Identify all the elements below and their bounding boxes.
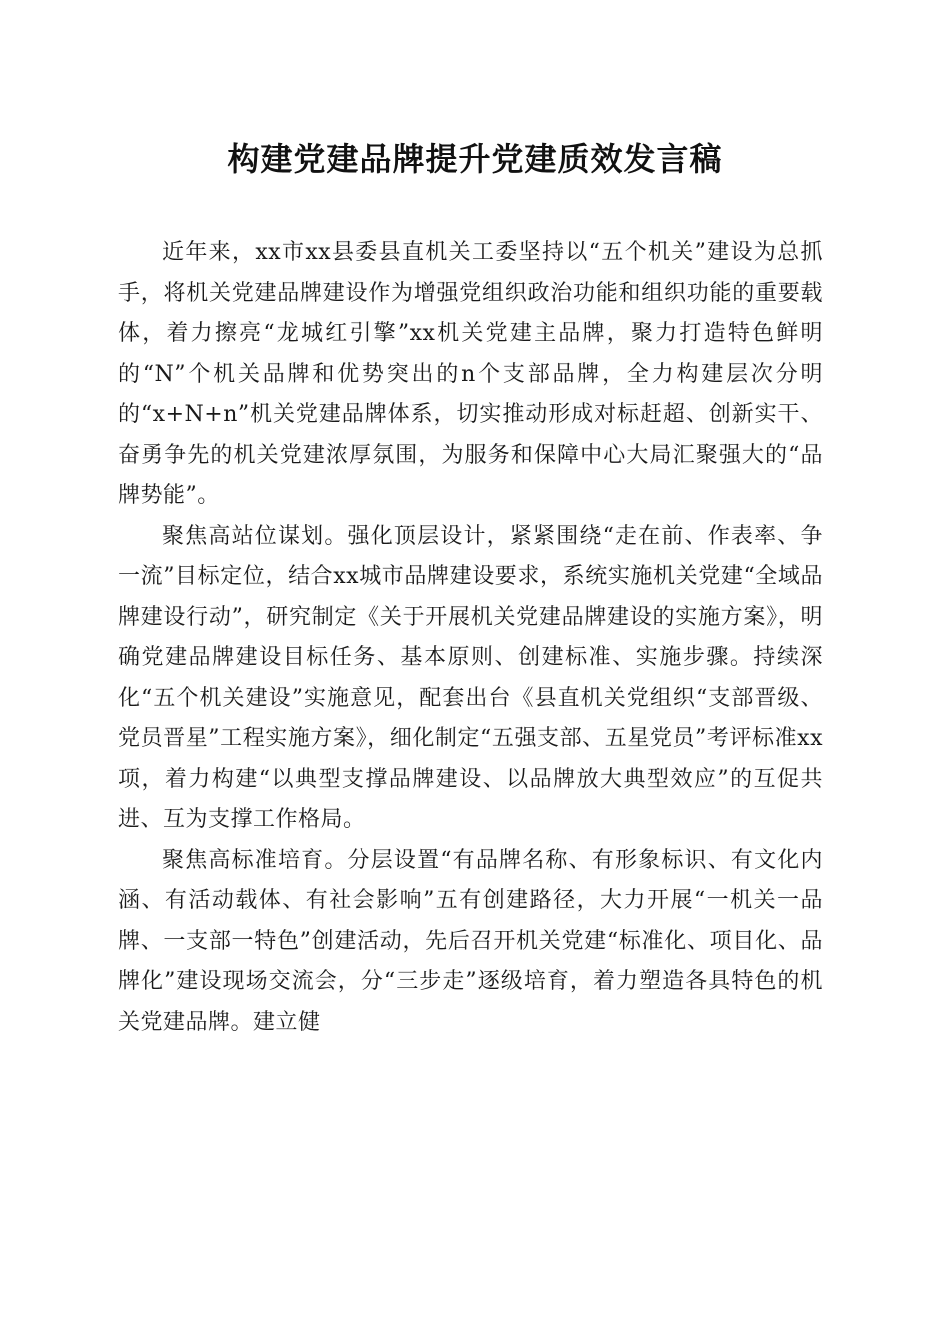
paragraph-intro: 近年来，xx市xx县委县直机关工委坚持以“五个机关”建设为总抓手，将机关党建品牌建设作为增强党组织政治功能和组织功能的重要载体，着力擦亮“龙城红引擎”xx机关党建主品牌，聚力打造特色鲜明的“N”个机关品牌和优势突出的n个支部品牌，全力构建层次分明的“x+N+n”机关党建品牌体系，切实推动形成对标赶超、创新实干、奋勇争先的机关党建浓厚氛围，为服务和保障中心大局汇聚强大的“品牌势能”。 (118, 240, 823, 508)
document-body (118, 233, 823, 1043)
document-title: 构建党建品牌提升党建质效发言稿 (227, 140, 723, 178)
paragraph-cultivation: 聚焦高标准培育。分层设置“有品牌名称、有形象标识、有文化内涵、有活动载体、有社会影响”五有创建路径，大力开展“一机关一品牌、一支部一特色”创建活动，先后召开机关党建“标准化、项目化、品牌化”建设现场交流会，分“三步走”逐级培育，着力塑造各具特色的机关党建品牌。建立健 (118, 847, 823, 1035)
paragraph-planning: 聚焦高站位谋划。强化顶层设计，紧紧围绕“走在前、作表率、争一流”目标定位，结合xx城市品牌建设要求，系统实施机关党建“全域品牌建设行动”，研究制定《关于开展机关党建品牌建设的实施方案》，明确党建品牌建设目标任务、基本原则、创建标准、实施步骤。持续深化“五个机关建设”实施意见，配套出台《县直机关党组织“支部晋级、党员晋星”工程实施方案》，细化制定“五强支部、五星党员”考评标准xx项，着力构建“以典型支撑品牌建设、以品牌放大典型效应”的互促共进、互为支撑工作格局。 (118, 523, 823, 832)
